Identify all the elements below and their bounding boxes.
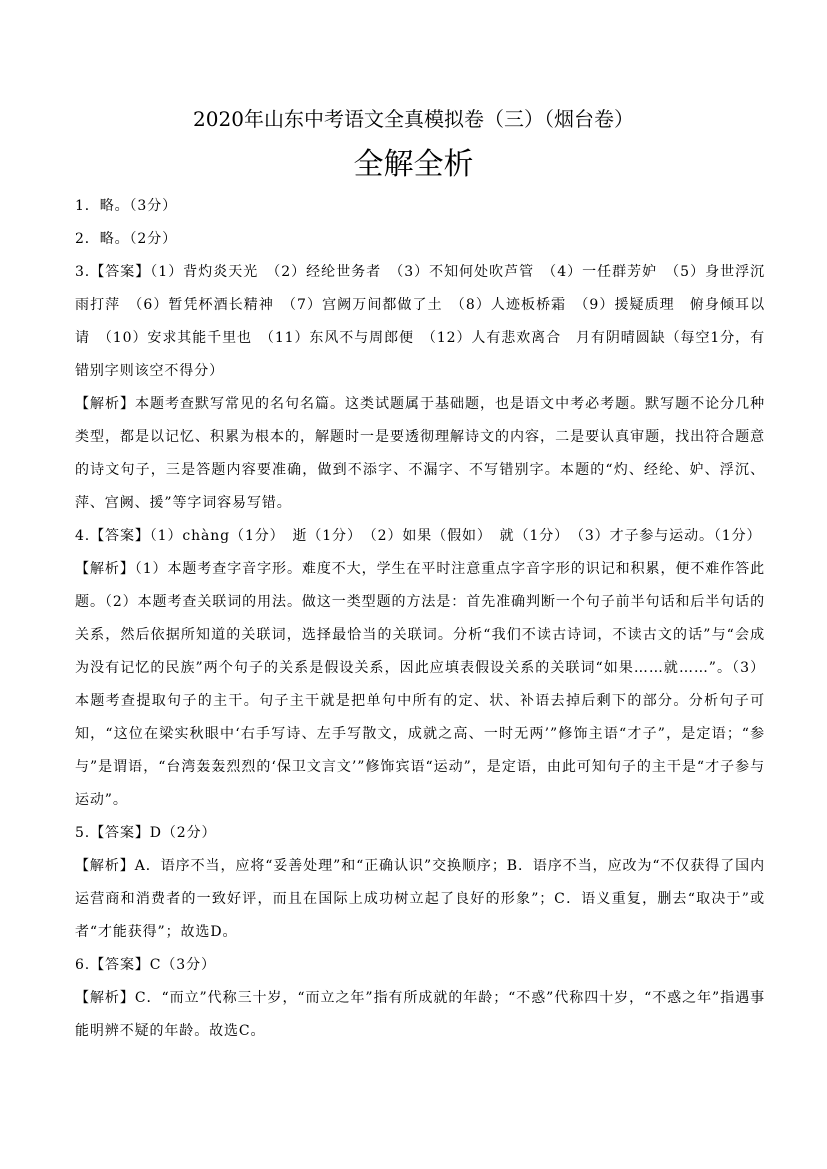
- analysis-5: 【解析】A．语序不当，应将“妥善处理”和“正确认识”交换顺序；B．语序不当，应改为“不仅获得了国内运营商和消费者的一致好评，而且在国际上成功树立起了良好的形象”；C．语义重复，删去“取决于”或者“才能获得”；故选D。: [75, 858, 765, 940]
- analysis-6: 【解析】C．“而立”代称三十岁，“而立之年”指有所成就的年龄；“不惑”代称四十岁，“不惑之年”指遇事能明辨不疑的年龄。故选C。: [75, 990, 765, 1039]
- answer-content: [75, 190, 765, 1048]
- document-subtitle: 全解全析: [353, 147, 474, 182]
- answer-2: 2．略。（2分）: [75, 231, 178, 247]
- analysis-3: 【解析】本题考查默写常见的名句名篇。这类试题属于基础题，也是语文中考必考题。默写题不论分几种类型，都是以记忆、积累为根本的，解题时一是要透彻理解诗文的内容，二是要认真审题，找出符合题意的诗文句子，三是答题内容要准确，做到不添字、不漏字、不写错别字。本题的“灼、经纶、妒、浮沉、萍、宫阙、援”等字词容易写错。: [75, 396, 765, 511]
- document-title: 2020年山东中考语文全真模拟卷（三）（烟台卷）: [193, 107, 634, 131]
- answer-4: 4.【答案】（1）chàng（1分） 逝（1分） （2）如果（假如） 就（1分） （3）才子参与运动。（1分）: [75, 528, 762, 544]
- answer-1: 1．略。（3分）: [75, 198, 178, 214]
- analysis-4: 【解析】（1）本题考查字音字形。难度不大，学生在平时注意重点字音字形的识记和积累，便不难作答此题。（2）本题考查关联词的用法。做这一类型题的方法是：首先准确判断一个句子前半句话和后半句话的关系，然后依据所知道的关联词，选择最恰当的关联词。分析“我们不读古诗词，不读古文的话”与“会成为没有记忆的民族”两个句子的关系是假设关系，因此应填表假设关系的关联词“如果……就……”。（3）本题考查提取句子的主干。句子主干就是把单句中所有的定、状、补语去掉后剩下的部分。分析句子可知，“这位在梁实秋眼中‘右手写诗、左手写散文，成就之高、一时无两’”修饰主语“才子”，是定语；“参与”是谓语，“台湾轰轰烈烈的‘保卫文言文’”修饰宾语“运动”，是定语，由此可知句子的主干是“才子参与运动”。: [75, 561, 765, 808]
- answer-3: 3.【答案】（1）背灼炎天光 （2）经纶世务者 （3）不知何处吹芦管 （4）一任群芳妒 （5）身世浮沉雨打萍 （6）暂凭杯酒长精神 （7）宫阙万间都做了土 （8）人迹板桥霜 （9）援疑质理 俯身倾耳以请 （10）安求其能千里也 （11）东风不与周郎便 （12）人有悲欢离合 月有阴晴圆缺（每空1分，有错别字则该空不得分）: [75, 264, 765, 379]
- answer-5: 5.【答案】D（2分）: [75, 825, 217, 841]
- answer-6: 6.【答案】C（3分）: [75, 957, 216, 973]
